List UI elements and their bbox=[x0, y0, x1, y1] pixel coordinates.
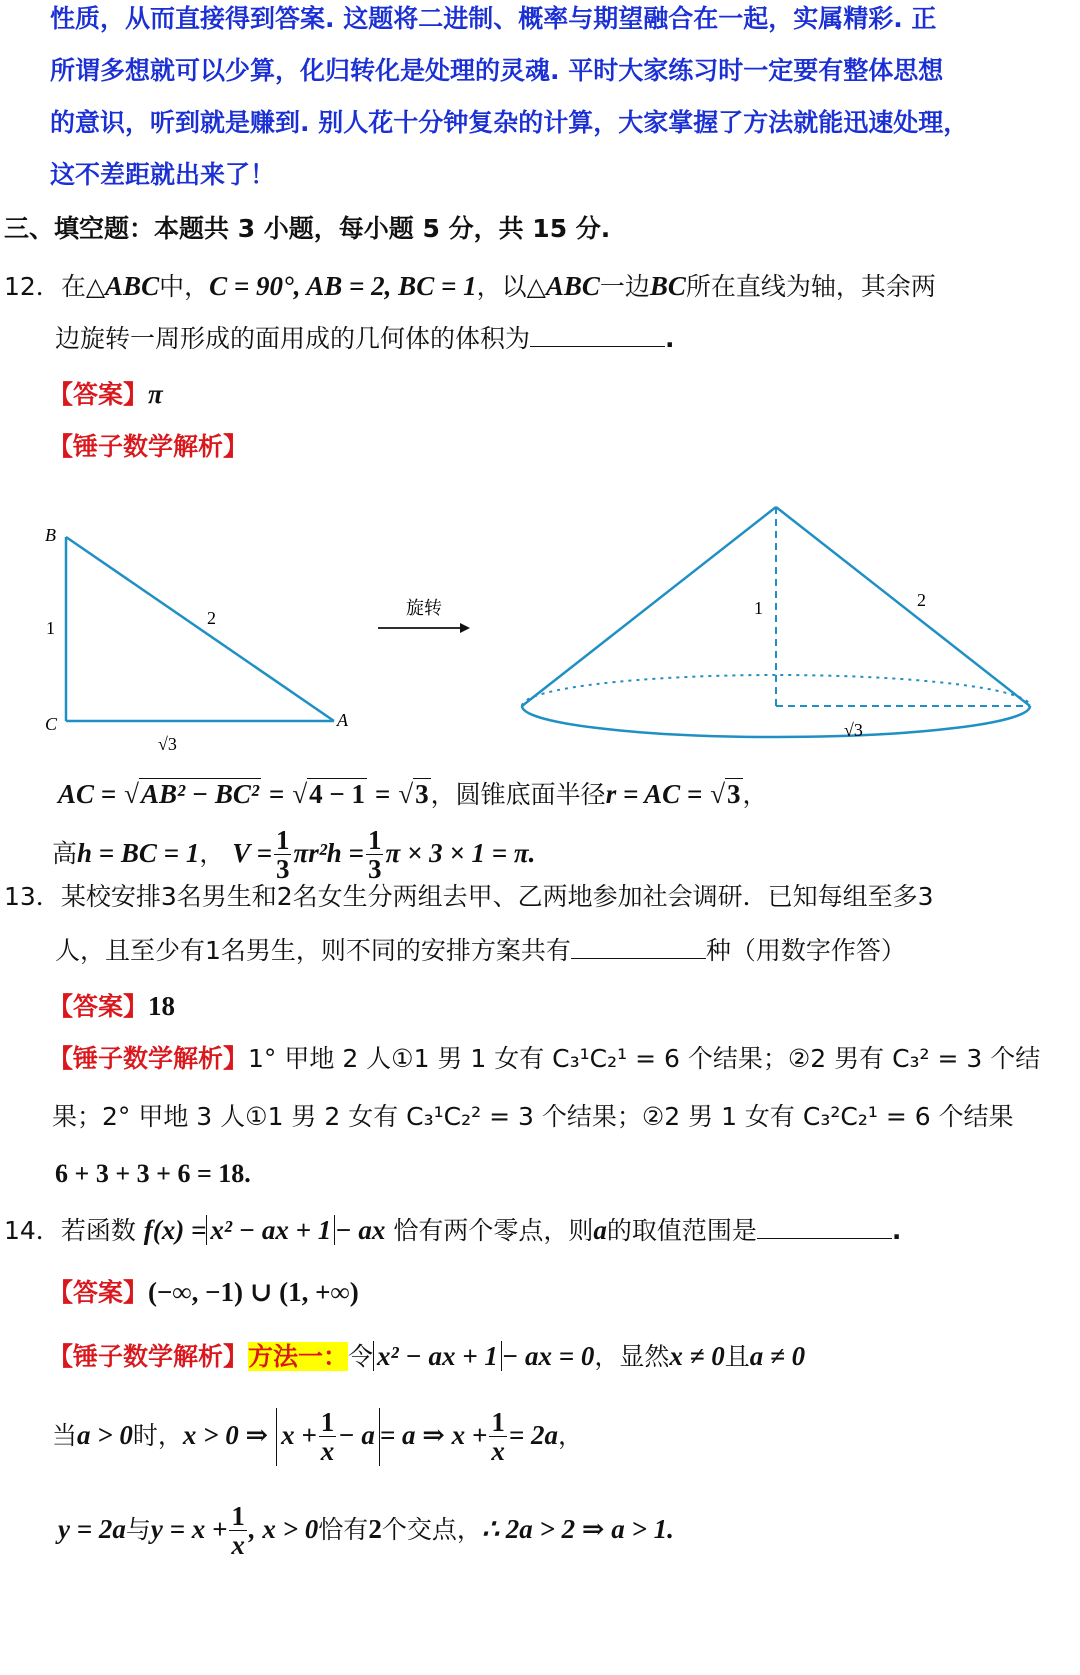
cone-height-label: 1 bbox=[754, 598, 763, 618]
q12-rotation-figure bbox=[0, 478, 1080, 754]
intro-line-2: 所谓多想就可以少算，化归转化是处理的灵魂. 平时大家练习时一定要有整体思想 bbox=[50, 56, 944, 85]
side-label-1: 1 bbox=[46, 618, 55, 638]
q13-solution-line-1: 【锤子数学解析】1° 甲地 2 人①1 男 1 女有 C₃¹C₂¹ = 6 个结果；②2 男有 C₃² = 3 个结 bbox=[48, 1044, 1041, 1073]
rotation-label: 旋转 bbox=[406, 598, 442, 618]
fraction-one-third: $\frac{1}{3}$ bbox=[275, 825, 290, 885]
q14-stem: 14．若函数 f(x) = x² − ax + 1 − ax 恰有两个零点，则a的取值范围是 . bbox=[4, 1215, 902, 1245]
q12-number: 12． bbox=[4, 272, 61, 301]
q14-number: 14． bbox=[4, 1216, 61, 1245]
q14-answer-blank bbox=[757, 1237, 892, 1239]
q13-stem-line-1: 13．某校安排3名男生和2名女生分两组去甲、乙两地参加社会调研．已知每组至多3 bbox=[4, 882, 934, 911]
q12-answer-blank bbox=[530, 345, 665, 347]
side-label-sqrt3: √3 bbox=[158, 734, 177, 754]
q12-analysis-label: 【锤子数学解析】 bbox=[48, 432, 249, 461]
cone-slant-label: 2 bbox=[917, 590, 926, 610]
q12-solution-line-1: AC = √AB² − BC² = √4 − 1 = √3，圆锥底面半径r = AC = √3， bbox=[58, 779, 768, 809]
side-label-2: 2 bbox=[207, 608, 216, 628]
method-highlight: 方法一： bbox=[248, 1342, 349, 1371]
q14-method-1-case: 当a > 0时，x > 0 ⇒ x + $\frac{1}{x}$ − a = a ⇒ x + $\frac{1}{x}$ = 2a， bbox=[52, 1407, 583, 1467]
q14-method-1-line: 【锤子数学解析】方法一：令 x² − ax + 1 − ax = 0，显然x ≠ 0且a ≠ 0 bbox=[48, 1341, 806, 1371]
q12-stem-line-1: 12．在△ABC中，C = 90°, AB = 2, BC = 1，以△ABC一边BC所在直线为轴，其余两 bbox=[4, 271, 936, 301]
q12-solution-line-2: 高h = BC = 1， V = $\frac{1}{3}$ πr²h = $\frac{1}{3}$ π × 3 × 1 = π. bbox=[52, 825, 536, 885]
cone-radius-label: √3 bbox=[844, 720, 863, 740]
intro-line-4: 这不差距就出来了！ bbox=[50, 160, 276, 189]
right-triangle bbox=[66, 537, 334, 721]
q14-method-1-conclusion: y = 2a与y = x + $\frac{1}{x}$ , x > 0恰有2个交点，∴ 2a > 2 ⇒ a > 1. bbox=[58, 1501, 674, 1561]
q13-number: 13． bbox=[4, 882, 61, 911]
q13-answer-blank bbox=[571, 957, 706, 959]
q13-stem-line-2: 人，且至少有1名男生，则不同的安排方案共有 种（用数字作答） bbox=[55, 936, 906, 965]
cone bbox=[522, 507, 1030, 737]
q12-answer: 【答案】π bbox=[48, 379, 163, 409]
section-heading: 三、填空题：本题共 3 小题，每小题 5 分，共 15 分. bbox=[4, 214, 611, 243]
intro-line-3: 的意识，听到就是赚到. 别人花十分钟复杂的计算，大家掌握了方法就能迅速处理， bbox=[50, 108, 969, 137]
vertex-A: A bbox=[337, 710, 348, 730]
vertex-B: B bbox=[45, 525, 56, 545]
q13-solution-line-3: 6 + 3 + 3 + 6 = 18. bbox=[55, 1159, 251, 1188]
q12-stem-line-2: 边旋转一周形成的面用成的几何体的体积为 . bbox=[55, 324, 675, 353]
intro-line-1: 性质，从而直接得到答案. 这题将二进制、概率与期望融合在一起，实属精彩. 正 bbox=[50, 4, 937, 33]
vertex-C: C bbox=[45, 714, 58, 734]
q13-solution-line-2: 果；2° 甲地 3 人①1 男 2 女有 C₃¹C₂² = 3 个结果；②2 男 1 女有 C₃²C₂¹ = 6 个结果 bbox=[52, 1102, 1014, 1131]
absolute-value-box: x + $\frac{1}{x}$ − a bbox=[276, 1408, 380, 1466]
q14-answer: 【答案】(−∞, −1) ∪ (1, +∞) bbox=[48, 1277, 359, 1307]
arrow-head-icon bbox=[460, 623, 470, 633]
q13-answer: 【答案】18 bbox=[48, 991, 176, 1021]
fraction-one-third: $\frac{1}{3}$ bbox=[367, 825, 382, 885]
